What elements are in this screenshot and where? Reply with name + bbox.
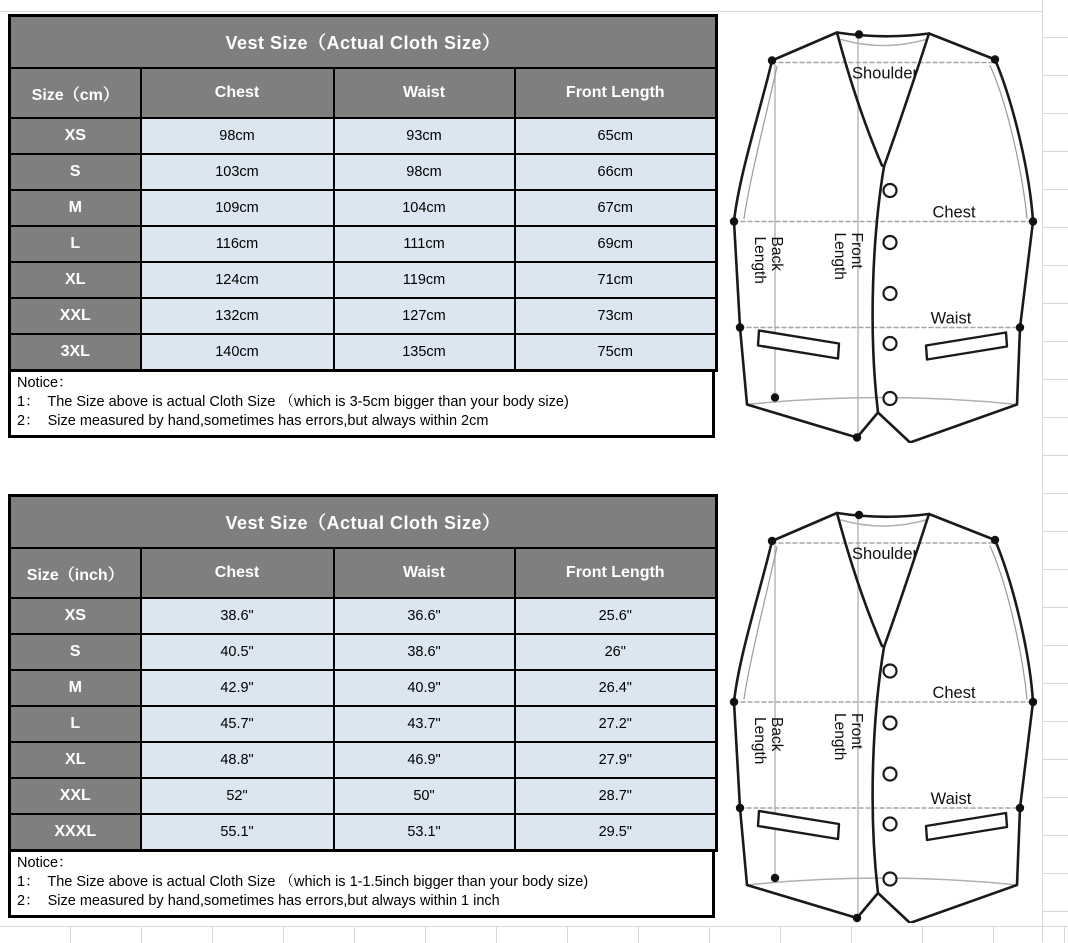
notice-line-1: 1： The Size above is actual Cloth Size （which is 1-1.5inch bigger than your body size) [17, 874, 589, 890]
table-row [10, 706, 717, 742]
column-header-front-length: Front Length [515, 68, 717, 118]
front-length-cell: 27.9" [515, 742, 717, 778]
waist-cell: 36.6" [334, 598, 515, 634]
size-cell: XL [10, 262, 141, 298]
size-cell: L [10, 706, 141, 742]
size-cell: 3XL [10, 334, 141, 371]
chest-cell: 132cm [141, 298, 334, 334]
column-header-front-length: Front Length [515, 548, 717, 598]
chest-cell: 45.7" [141, 706, 334, 742]
column-header-waist: Waist [334, 68, 515, 118]
chest-cell: 42.9" [141, 670, 334, 706]
waist-cell: 38.6" [334, 634, 515, 670]
size-table-cm [8, 14, 718, 372]
waist-cell: 127cm [334, 298, 515, 334]
notice-heading: Notice： [17, 855, 73, 871]
waist-cell: 46.9" [334, 742, 515, 778]
size-cell: M [10, 670, 141, 706]
waist-cell: 104cm [334, 190, 515, 226]
front-length-cell: 71cm [515, 262, 717, 298]
notice-line-2: 2： Size measured by hand,sometimes has errors,but always within 2cm [17, 413, 489, 429]
waist-cell: 43.7" [334, 706, 515, 742]
size-cell: XS [10, 598, 141, 634]
front-length-cell: 25.6" [515, 598, 717, 634]
waist-cell: 93cm [334, 118, 515, 154]
table-row [10, 670, 717, 706]
vest-diagram-top [722, 12, 1042, 443]
size-table-inch [8, 494, 718, 852]
chest-cell: 103cm [141, 154, 334, 190]
table-row [10, 154, 717, 190]
front-length-cell: 69cm [515, 226, 717, 262]
table-row [10, 190, 717, 226]
size-chart-cm-panel [8, 14, 715, 438]
waist-cell: 50" [334, 778, 515, 814]
waist-cell: 98cm [334, 154, 515, 190]
column-header-size: Size（cm） [10, 68, 141, 118]
notice-box-cm [8, 372, 715, 438]
waist-cell: 53.1" [334, 814, 515, 851]
table-row [10, 598, 717, 634]
notice-box-inch [8, 852, 715, 918]
chest-cell: 98cm [141, 118, 334, 154]
size-cell: M [10, 190, 141, 226]
waist-cell: 119cm [334, 262, 515, 298]
table-row [10, 814, 717, 851]
column-header-waist: Waist [334, 548, 515, 598]
chest-cell: 48.8" [141, 742, 334, 778]
column-header-size: Size（inch） [10, 548, 141, 598]
front-length-cell: 27.2" [515, 706, 717, 742]
chest-cell: 55.1" [141, 814, 334, 851]
front-length-cell: 73cm [515, 298, 717, 334]
table-row [10, 334, 717, 371]
table-row [10, 262, 717, 298]
chest-cell: 40.5" [141, 634, 334, 670]
size-cell: XXL [10, 778, 141, 814]
vest-diagram-bottom [722, 493, 1042, 923]
chest-cell: 116cm [141, 226, 334, 262]
chest-cell: 38.6" [141, 598, 334, 634]
table-row [10, 778, 717, 814]
notice-line-2: 2： Size measured by hand,sometimes has errors,but always within 1 inch [17, 893, 500, 909]
waist-cell: 111cm [334, 226, 515, 262]
vest-diagram-svg [722, 12, 1042, 443]
front-length-cell: 26.4" [515, 670, 717, 706]
front-length-cell: 65cm [515, 118, 717, 154]
size-cell: XL [10, 742, 141, 778]
table-row [10, 298, 717, 334]
table-row [10, 118, 717, 154]
waist-cell: 135cm [334, 334, 515, 371]
size-cell: S [10, 154, 141, 190]
waist-cell: 40.9" [334, 670, 515, 706]
notice-heading: Notice： [17, 375, 73, 391]
front-length-cell: 75cm [515, 334, 717, 371]
size-cell: L [10, 226, 141, 262]
size-cell: S [10, 634, 141, 670]
chest-cell: 52" [141, 778, 334, 814]
front-length-cell: 26" [515, 634, 717, 670]
chest-cell: 124cm [141, 262, 334, 298]
sheet-gridlines-right [1042, 0, 1068, 942]
front-length-cell: 28.7" [515, 778, 717, 814]
table-row [10, 226, 717, 262]
chest-cell: 140cm [141, 334, 334, 371]
table-row [10, 742, 717, 778]
column-header-chest: Chest [141, 68, 334, 118]
column-header-chest: Chest [141, 548, 334, 598]
front-length-cell: 67cm [515, 190, 717, 226]
table-title: Vest Size（Actual Cloth Size） [10, 496, 717, 549]
size-chart-inch-panel [8, 494, 715, 918]
front-length-cell: 29.5" [515, 814, 717, 851]
vest-diagram-svg [722, 493, 1042, 923]
chest-cell: 109cm [141, 190, 334, 226]
table-title: Vest Size（Actual Cloth Size） [10, 16, 717, 69]
size-cell: XXL [10, 298, 141, 334]
size-cell: XS [10, 118, 141, 154]
table-row [10, 634, 717, 670]
size-cell: XXXL [10, 814, 141, 851]
sheet-gridlines-bottom [0, 926, 1068, 943]
front-length-cell: 66cm [515, 154, 717, 190]
notice-line-1: 1： The Size above is actual Cloth Size （which is 3-5cm bigger than your body size) [17, 394, 569, 410]
